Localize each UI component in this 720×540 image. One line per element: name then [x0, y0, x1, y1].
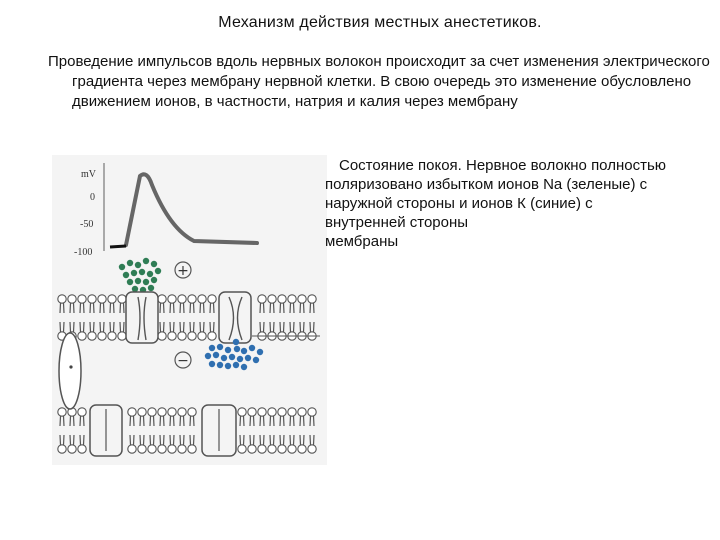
- lipid-head: [278, 445, 286, 453]
- potassium-ion: [253, 357, 259, 363]
- lipid-tail: [210, 303, 214, 313]
- potassium-ion: [237, 356, 243, 362]
- potassium-channel-upper: [219, 292, 251, 343]
- lipid-tail: [280, 416, 284, 426]
- lipid-tail: [300, 303, 304, 313]
- potassium-ion: [213, 352, 219, 358]
- lipid-tail: [70, 416, 74, 426]
- graph-tick-minus-100: -100: [74, 247, 93, 258]
- sodium-ion: [155, 268, 161, 274]
- lipid-head: [308, 445, 316, 453]
- lipid-head: [88, 295, 96, 303]
- lipid-head: [58, 295, 66, 303]
- lipid-head: [168, 332, 176, 340]
- sodium-ion: [123, 272, 129, 278]
- potassium-ion: [249, 345, 255, 351]
- lipid-head: [208, 332, 216, 340]
- plus-sign: [175, 262, 191, 279]
- lipid-head: [178, 445, 186, 453]
- lipid-tail: [280, 435, 284, 445]
- potassium-ion: [205, 353, 211, 359]
- lipid-head: [58, 408, 66, 416]
- lipid-tail: [310, 435, 314, 445]
- lipid-tail: [190, 435, 194, 445]
- lipid-tail: [240, 416, 244, 426]
- lipid-tail: [180, 416, 184, 426]
- lipid-head: [278, 295, 286, 303]
- lipid-head: [268, 295, 276, 303]
- sodium-ion: [135, 278, 141, 284]
- potassium-ion: [245, 355, 251, 361]
- lipid-tail: [280, 303, 284, 313]
- lipid-tail: [170, 416, 174, 426]
- lipid-tail: [180, 435, 184, 445]
- lipid-head: [188, 332, 196, 340]
- lipid-head: [188, 445, 196, 453]
- lipid-head: [238, 445, 246, 453]
- lipid-head: [208, 295, 216, 303]
- sodium-ion: [132, 286, 138, 292]
- lipid-tail: [70, 303, 74, 313]
- potassium-ion: [225, 347, 231, 353]
- lipid-tail: [310, 416, 314, 426]
- lipid-tail: [100, 303, 104, 313]
- lipid-tail: [180, 322, 184, 332]
- lipid-head: [118, 295, 126, 303]
- lipid-tail: [160, 322, 164, 332]
- caption-line-5: мембраны: [325, 233, 399, 250]
- lipid-tail: [80, 416, 84, 426]
- potassium-ion: [233, 362, 239, 368]
- lipid-head: [268, 408, 276, 416]
- potassium-ion: [241, 364, 247, 370]
- potassium-ion: [217, 344, 223, 350]
- plus-symbol: +: [177, 263, 189, 279]
- lipid-head: [248, 445, 256, 453]
- lipid-head: [248, 408, 256, 416]
- lipid-tail: [120, 303, 124, 313]
- lipid-head: [68, 445, 76, 453]
- lipid-tail: [270, 416, 274, 426]
- lipid-tail: [160, 435, 164, 445]
- minus-sign: [175, 352, 191, 369]
- channel-lower-middle: [202, 405, 236, 456]
- lipid-tail: [150, 416, 154, 426]
- lipid-head: [168, 408, 176, 416]
- axon-node-ellipse: [59, 333, 81, 409]
- lipid-tail: [260, 435, 264, 445]
- lipid-head: [168, 445, 176, 453]
- lipid-tail: [260, 416, 264, 426]
- graph-unit-label: mV: [81, 169, 96, 180]
- lipid-head: [188, 408, 196, 416]
- potassium-ion: [233, 339, 239, 345]
- lipid-head: [78, 332, 86, 340]
- sodium-ion: [148, 285, 154, 291]
- lipid-tail: [290, 435, 294, 445]
- lipid-tail: [300, 322, 304, 332]
- lipid-tail: [270, 435, 274, 445]
- lipid-tail: [90, 322, 94, 332]
- lipid-tail: [80, 322, 84, 332]
- lipid-tail: [310, 322, 314, 332]
- lipid-tail: [80, 435, 84, 445]
- lipid-head: [238, 408, 246, 416]
- lipid-head: [108, 295, 116, 303]
- lipid-tail: [290, 416, 294, 426]
- action-potential-graph: [74, 163, 257, 258]
- sodium-ion: [147, 271, 153, 277]
- lipid-head: [298, 445, 306, 453]
- lipid-tail: [130, 435, 134, 445]
- caption-line-1: Состояние покоя. Нервное волокно полностью: [339, 157, 667, 174]
- lipid-head: [288, 408, 296, 416]
- potassium-ion: [221, 355, 227, 361]
- sodium-channel-lower: [90, 405, 122, 456]
- slide-title: Механизм действия местных анестетиков.: [218, 14, 542, 31]
- lipid-head: [188, 295, 196, 303]
- lipid-head: [108, 332, 116, 340]
- lipid-head: [308, 408, 316, 416]
- lipid-head: [138, 408, 146, 416]
- lipid-tail: [130, 416, 134, 426]
- graph-tick-0: 0: [90, 192, 95, 203]
- potassium-ion: [209, 345, 215, 351]
- lipid-tail: [90, 303, 94, 313]
- potassium-ion: [225, 363, 231, 369]
- lipid-head: [258, 445, 266, 453]
- lipid-head: [148, 445, 156, 453]
- sodium-ion: [143, 279, 149, 285]
- sodium-ion: [139, 269, 145, 275]
- potassium-ion: [234, 346, 240, 352]
- lipid-tail: [290, 303, 294, 313]
- lipid-head: [288, 445, 296, 453]
- lipid-head: [88, 332, 96, 340]
- potassium-ion: [217, 362, 223, 368]
- lipid-tail: [60, 435, 64, 445]
- lipid-tail: [250, 435, 254, 445]
- lipid-head: [178, 408, 186, 416]
- lipid-head: [308, 295, 316, 303]
- lipid-head: [58, 445, 66, 453]
- lipid-tail: [60, 322, 64, 332]
- sodium-ion: [151, 261, 157, 267]
- lipid-head: [158, 408, 166, 416]
- lipid-head: [198, 295, 206, 303]
- lipid-head: [258, 408, 266, 416]
- lipid-head: [78, 295, 86, 303]
- sodium-ion: [151, 277, 157, 283]
- lipid-head: [78, 445, 86, 453]
- lipid-tail: [170, 322, 174, 332]
- lipid-head: [148, 408, 156, 416]
- lipid-head: [128, 408, 136, 416]
- lipid-head: [258, 295, 266, 303]
- lipid-tail: [280, 322, 284, 332]
- lipid-tail: [140, 435, 144, 445]
- lipid-tail: [180, 303, 184, 313]
- resting-potential-segment: [110, 246, 126, 247]
- lipid-tail: [120, 322, 124, 332]
- caption-line-4: внутренней стороны: [325, 214, 469, 231]
- lipid-head: [158, 295, 166, 303]
- lipid-head: [118, 332, 126, 340]
- potassium-ion: [241, 348, 247, 354]
- lipid-tail: [70, 435, 74, 445]
- sodium-ion: [119, 264, 125, 270]
- lipid-head: [78, 408, 86, 416]
- lipid-tail: [100, 322, 104, 332]
- lipid-tail: [240, 435, 244, 445]
- lipid-tail: [260, 303, 264, 313]
- lipid-tail: [200, 322, 204, 332]
- lipid-tail: [170, 303, 174, 313]
- sodium-ion: [127, 260, 133, 266]
- lipid-head: [178, 332, 186, 340]
- caption-line-3: наружной стороны и ионов К (синие) с: [325, 195, 593, 212]
- lipid-tail: [260, 322, 264, 332]
- lipid-head: [138, 445, 146, 453]
- membrane-upper: [58, 295, 320, 340]
- lipid-tail: [210, 322, 214, 332]
- potassium-ion: [229, 354, 235, 360]
- lipid-head: [98, 295, 106, 303]
- lipid-tail: [310, 303, 314, 313]
- potassium-ion: [209, 361, 215, 367]
- lipid-tail: [60, 303, 64, 313]
- potassium-ion-cluster: [205, 339, 263, 370]
- potassium-ion: [257, 349, 263, 355]
- sodium-ion: [135, 262, 141, 268]
- lipid-tail: [300, 416, 304, 426]
- lipid-tail: [290, 322, 294, 332]
- lipid-tail: [270, 322, 274, 332]
- membrane-figure: [52, 155, 327, 465]
- action-potential-trace: [126, 174, 257, 245]
- lipid-tail: [200, 303, 204, 313]
- lipid-tail: [160, 416, 164, 426]
- lipid-tail: [190, 322, 194, 332]
- lipid-tail: [110, 322, 114, 332]
- sodium-channel-upper: [126, 292, 158, 343]
- lipid-head: [158, 332, 166, 340]
- intro-paragraph: Проведение импульсов вдоль нервных волокон происходит за счет изменения электрического градиента через мембрану нервной клетки. В свою очередь это изменение обусловлено движением ионов, в частности, натрия и калия через мембрану: [48, 53, 710, 110]
- lipid-tail: [60, 416, 64, 426]
- minus-symbol: −: [177, 353, 189, 369]
- lipid-tail: [140, 416, 144, 426]
- lipid-tail: [80, 303, 84, 313]
- lipid-tail: [270, 303, 274, 313]
- lipid-tail: [250, 416, 254, 426]
- lipid-tail: [190, 416, 194, 426]
- lipid-head: [178, 295, 186, 303]
- caption-text: [325, 156, 695, 251]
- graph-tick-minus-50: -50: [80, 219, 94, 230]
- lipid-head: [128, 445, 136, 453]
- sodium-ion: [143, 258, 149, 264]
- lipid-head: [198, 332, 206, 340]
- lipid-tail: [300, 435, 304, 445]
- lipid-tail: [170, 435, 174, 445]
- lipid-head: [278, 408, 286, 416]
- lipid-head: [288, 295, 296, 303]
- lipid-head: [298, 295, 306, 303]
- lipid-head: [168, 295, 176, 303]
- lipid-tail: [70, 322, 74, 332]
- lipid-tail: [150, 435, 154, 445]
- caption-line-2: поляризовано избытком ионов Na (зеленые) с: [325, 176, 648, 193]
- lipid-tail: [110, 303, 114, 313]
- lipid-head: [98, 332, 106, 340]
- lipid-head: [68, 295, 76, 303]
- lipid-tail: [190, 303, 194, 313]
- sodium-ion: [127, 279, 133, 285]
- sodium-ion: [131, 270, 137, 276]
- lipid-tail: [160, 303, 164, 313]
- lipid-head: [298, 408, 306, 416]
- lipid-head: [268, 445, 276, 453]
- lipid-head: [158, 445, 166, 453]
